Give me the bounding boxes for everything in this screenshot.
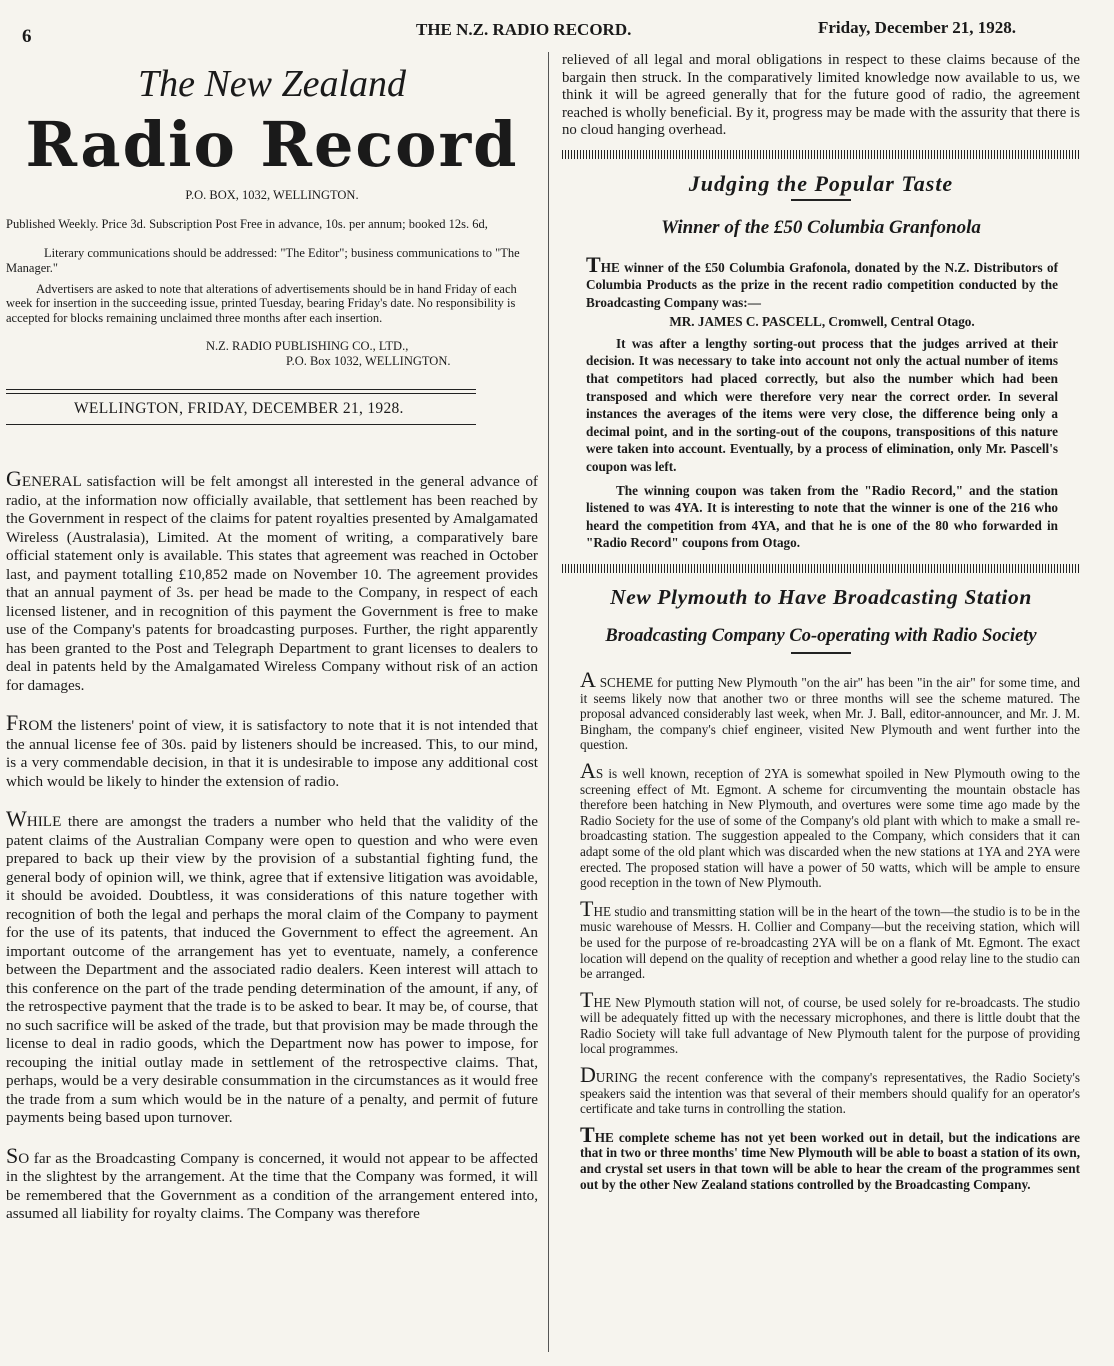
- publication-title: THE N.Z. RADIO RECORD.: [416, 20, 632, 39]
- masthead-title: Radio Record: [25, 108, 519, 181]
- masthead-line1: The New Zealand: [137, 63, 407, 105]
- editorial: [6, 466, 538, 1224]
- article1-body: [562, 251, 1080, 553]
- issue-date: Friday, December 21, 1928.: [818, 18, 1016, 37]
- editorial-continued: relieved of all legal and moral obligations in respect to these claims because of the bargain then struck. In the comparatively limited knowledge now available to us, we think it will be agreed generally that for the future good of radio, the agreement reached is wholly beneficial. By it, progress may be made with the assurity that there is no cloud hanging overhead.: [562, 52, 1080, 138]
- column-divider: [548, 52, 549, 1352]
- article2-paragraph: THE studio and transmitting station will be in the heart of the town—the studio is to be in the music warehouse of Messrs. H. Collier and Company—but the receiving station, which will be used for the purpose of re-broadcasting 2YA will be on a flank of Mt. Egmont. The exact location will depend on the quality of reception and whether a good relay line to the studio can be arranged.: [580, 895, 1080, 982]
- article1-paragraph: THE winner of the £50 Columbia Grafonola, donated by the N.Z. Distributors of Columbia Products as the prize in the recent radio competition conducted by the Broadcasting Company was:—: [586, 251, 1058, 310]
- article2-subtitle: Broadcasting Company Co-operating with Radio Society: [605, 626, 1037, 646]
- article1-subtitle: Winner of the £50 Columbia Granfonola: [661, 216, 981, 238]
- article2-paragraph: AS is well known, reception of 2YA is somewhat spoiled in New Plymouth owing to the screening effect of Mt. Egmont. A scheme for circumventing the mountain obstacle has therefore been hatching in New Plymouth, and overtures were some time ago made by the Radio Society for the use of some of the Company's old plant with which to make a small re-broadcasting station. The suggestion appealed to the Company, which considers that it can adapt some of the old plant which was discarded when the new stations at 1YA and 2YA were erected. The proposed station will have a power of 50 watts, which will be ample to ensure good reception in the town of New Plymouth.: [580, 757, 1080, 891]
- article2-paragraph: THE New Plymouth station will not, of course, be used solely for re-broadcasts. The studio will be adequately fitted up with the necessary microphones, and there is little doubt that the Radio Society will take full advantage of New Plymouth talent for the purpose of providing local programmes.: [580, 986, 1080, 1057]
- dateline-rule-bottom: [6, 424, 476, 425]
- section-rule: [562, 150, 1080, 159]
- editorial-paragraph: WHILE there are amongst the traders a number who held that the validity of the patent claims of the Australian Company were open to question and who were even prepared to back up their view by the provision of a substantial fighting fund, the general body of opinion will, we think, agree that if extensive litigation was avoidable, it should be avoided. Doubtless, it was considerations of this nature together with recognition of both the legal and perhaps the moral claim of the Company to payment for the use of its patents, that induced the Government to effect the agreement. An important outcome of the arrangement has yet to eventuate, namely, a conference between the Department and the associated radio dealers. Keen interest will attach to this conference on the part of the trade pending determination of the amount, if any, of the retrospective payment that the trade is to be asked to bear. It may be, of course, that no such sacrifice will be asked of the trade, but that provision may be made through the license to deal in radio goods, which the Department now has power to impose, for recouping the initial outlay made in settlement of the retrospective claims. That, perhaps, would be a very desirable consummation in the circumstances as it would free the trade from a sum which would be in the nature of a penalty, and permit of future payments being based upon turnover.: [6, 806, 538, 1127]
- article1-title: Judging the Popular Taste: [688, 170, 954, 196]
- dateline: WELLINGTON, FRIDAY, DECEMBER 21, 1928.: [74, 400, 404, 418]
- publisher-block: [6, 339, 538, 369]
- headline-rule: [791, 652, 851, 654]
- article2-title: New Plymouth to Have Broadcasting Station: [610, 585, 1032, 609]
- publisher-line1: N.Z. RADIO PUBLISHING CO., LTD.,: [206, 339, 409, 354]
- page-number: 6: [22, 26, 32, 47]
- winner-name: MR. JAMES C. PASCELL, Cromwell, Central Otago.: [669, 314, 975, 330]
- masthead-address: P.O. BOX, 1032, WELLINGTON.: [185, 188, 359, 202]
- right-column: [562, 52, 1080, 1192]
- article1-paragraph: It was after a lengthy sorting-out process that the judges arrived at their decision. It was necessary to take into account not only the actual number of items that competitors had placed correctly, but also the number which had been transposed and which were therefore very near the correct order. In several instances the averages of the items were very close, the difference being only a decimal point, and in the sorting-out of the coupons, transpositions of this nature were taken into account. Eventually, by a process of elimination, only Mr. Pascell's coupon was left.: [586, 335, 1058, 475]
- publisher-line2: P.O. Box 1032, WELLINGTON.: [286, 354, 451, 369]
- section-rule: [562, 564, 1080, 573]
- editorial-paragraph: SO far as the Broadcasting Company is concerned, it would not appear to be affected in the slightest by the arrangement. At the time that the Company was formed, it will be remembered that the Government as a condition of the arrangement entered into, assumed all liability for royalty claims. The Company was therefore: [6, 1142, 538, 1223]
- article1-paragraph: The winning coupon was taken from the "Radio Record," and the station listened to was 4YA. It is interesting to note that the winner is one of the 216 who heard the competition from 4YA, and that he is one of the 80 who forwarded in "Radio Record" coupons from Otago.: [586, 482, 1058, 551]
- article2-paragraph: DURING the recent conference with the company's representatives, the Radio Society's speakers said the intention was that several of their members should qualify for an operator's certificate and take turns in controlling the station.: [580, 1062, 1080, 1117]
- left-column: [6, 52, 538, 1224]
- article2-body: [562, 667, 1080, 1192]
- article2-paragraph: THE complete scheme has not yet been worked out in detail, but the indications are that in two or three months' time New Plymouth will be able to boast a station of its own, and crystal set users in that town will be able to hear the cream of the programmes sent out by the other New Zealand stations controlled by the Broadcasting Company.: [580, 1121, 1080, 1192]
- headline-rule: [791, 199, 851, 201]
- editorial-paragraph: GENERAL satisfaction will be felt amongst all interested in the general advance of radio, at the information now officially available, that settlement has been reached by the Government in respect of the claims for patent royalties presented by Amalgamated Wireless (Australasia), Limited. At the moment of writing, a comparatively bare official statement only is available. This states that agreement was reached in October last, and payment totalling £10,852 made on November 10. The agreement provides that an annual payment of 3s. per head be made to the Company, in respect of each licensed listener, and in recognition of this payment the Government is free to make use of the Company's patents for broadcasting purposes. Further, the right apparently has been granted to the Post and Telegraph Department to grant licenses to dealers to deal in patents held by the Amalgamated Wireless Company without risk of an action for damages.: [6, 466, 538, 694]
- published-note: Published Weekly. Price 3d. Subscription Post Free in advance, 10s. per annum; booked 12s. 6d,: [6, 217, 488, 231]
- editorial-paragraph: FROM the listeners' point of view, it is satisfactory to note that it is not intended that the annual license fee of 30s. paid by listeners should be increased. This, to our mind, is a very commendable decision, in that it is undesirable to impose any additional cost which would be likely to hinder the extension of radio.: [6, 710, 538, 790]
- advertisers-note: Advertisers are asked to note that alterations of advertisements should be in hand Friday of each week for insertion in the succeeding issue, printed Tuesday, bearing Friday's date. No responsibility is accepted for blocks remaining unclaimed three months after each insertion.: [6, 282, 517, 325]
- literary-note: Literary communications should be addressed: "The Editor"; business communications to "The Manager.": [6, 246, 520, 275]
- article2-paragraph: A SCHEME for putting New Plymouth "on the air" has been "in the air" for some time, and it seems likely now that another two or three months will see the scheme matured. The proposal advanced considerably last week, when Mr. J. Ball, editor-announcer, and Mr. J. M. Bingham, the company's chief engineer, visited New Plymouth and went further into the question.: [580, 667, 1080, 753]
- dateline-rule-top: [6, 389, 476, 394]
